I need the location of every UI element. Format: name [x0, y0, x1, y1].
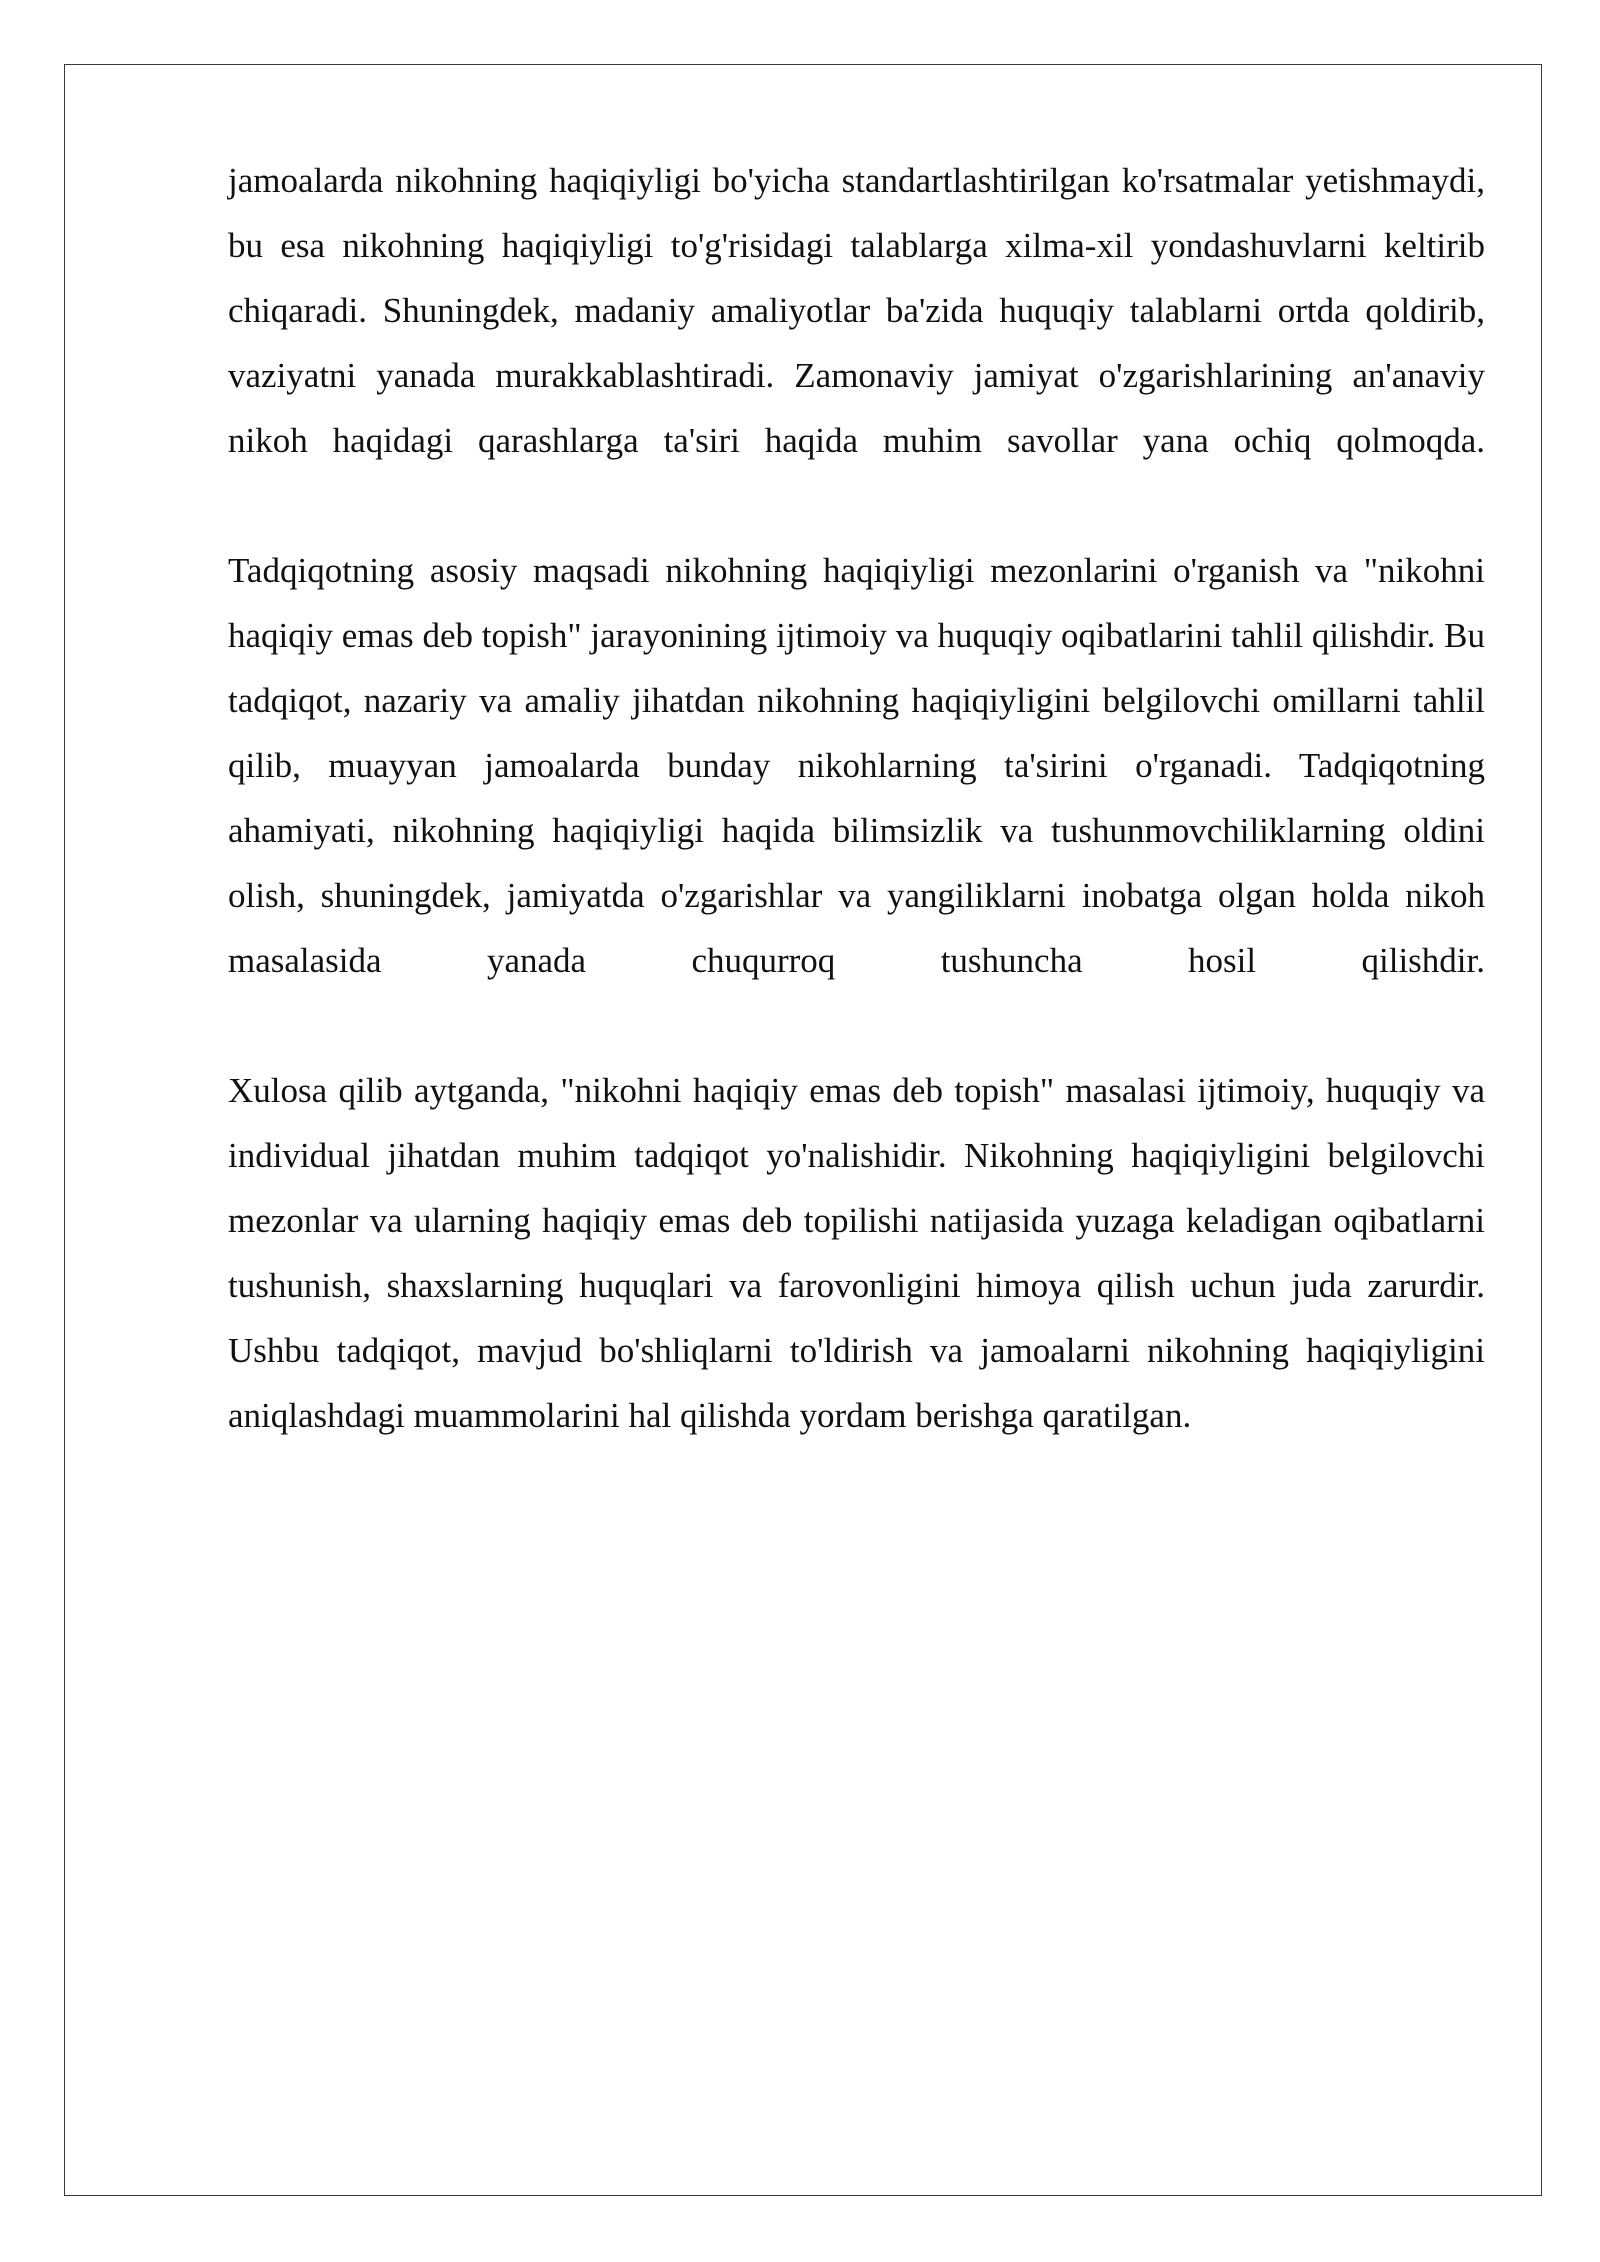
- paragraph-spacer: [228, 993, 1485, 1058]
- paragraph-spacer: [228, 473, 1485, 538]
- paragraph-2: Tadqiqotning asosiy maqsadi nikohning haqiqiyligi mezonlarini o'rganish va "nikohni haqiqiy emas deb topish" jarayonining ijtimoiy va huquqiy oqibatlarini tahlil qilishdir. Bu tadqiqot, nazariy va amaliy jihatdan nikohning haqiqiyligini belgilovchi omillarni tahlil qilib, muayyan jamoalarda bunday nikohlarning ta'sirini o'rganadi. Tadqiqotning ahamiyati, nikohning haqiqiyligi haqida bilimsizlik va tushunmovchiliklarning oldini olish, shuningdek, jamiyatda o'zgarishlar va yangiliklarni inobatga olgan holda nikoh masalasida yanada chuqurroq tushuncha hosil qilishdir.: [228, 551, 1485, 980]
- paragraph-3: Xulosa qilib aytganda, "nikohni haqiqiy emas deb topish" masalasi ijtimoiy, huquqiy va individual jihatdan muhim tadqiqot yo'nalishidir. Nikohning haqiqiyligini belgilovchi mezonlar va ularning haqiqiy emas deb topilishi natijasida yuzaga keladigan oqibatlarni tushunish, shaxslarning huquqlari va farovonligini himoya qilish uchun juda zarurdir. Ushbu tadqiqot, mavjud bo'shliqlarni to'ldirish va jamoalarni nikohning haqiqiyligini aniqlashdagi muammolarini hal qilishda yordam berishga qaratilgan.: [228, 1071, 1485, 1435]
- paragraph-1: jamoalarda nikohning haqiqiyligi bo'yicha standartlashtirilgan ko'rsatmalar yetishmaydi, bu esa nikohning haqiqiyligi to'g'risidagi talablarga xilma-xil yondashuvlarni keltirib chiqaradi. Shuningdek, madaniy amaliyotlar ba'zida huquqiy talablarni ortda qoldirib, vaziyatni yanada murakkablashtiradi. Zamonaviy jamiyat o'zgarishlarining an'anaviy nikoh haqidagi qarashlarga ta'siri haqida muhim savollar yana ochiq qolmoqda.: [228, 161, 1485, 460]
- document-body: [228, 148, 1485, 1448]
